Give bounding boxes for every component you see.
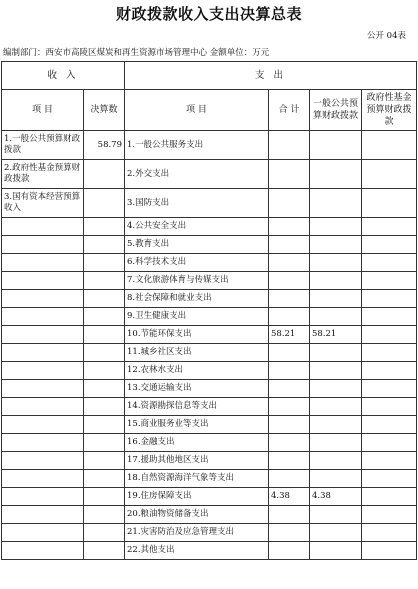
- expense-general-cell: [310, 189, 362, 218]
- income-value-cell: [84, 218, 125, 236]
- table-row: [2, 326, 417, 344]
- expense-item-cell: 4.公共安全支出: [125, 218, 269, 236]
- table-row: [2, 160, 417, 189]
- expense-item-cell: 16.金融支出: [125, 434, 269, 452]
- expense-item-cell: 22.其他支出: [125, 542, 269, 560]
- expense-general-cell: [310, 236, 362, 254]
- income-item-cell: [2, 254, 84, 272]
- expense-fund-cell: [362, 272, 417, 290]
- income-value-cell: [84, 272, 125, 290]
- expense-fund-cell: [362, 398, 417, 416]
- expense-fund-cell: [362, 452, 417, 470]
- expense-fund-cell: [362, 344, 417, 362]
- income-item-cell: [2, 524, 84, 542]
- expense-total-cell: [269, 344, 310, 362]
- income-item-cell: [2, 236, 84, 254]
- expense-general-cell: [310, 218, 362, 236]
- income-value-cell: [84, 470, 125, 488]
- income-item-cell: [2, 362, 84, 380]
- table-row: [2, 524, 417, 542]
- table-row: [2, 488, 417, 506]
- expense-item-cell: 15.商业服务业等支出: [125, 416, 269, 434]
- income-item-cell: [2, 470, 84, 488]
- income-item-cell: [2, 290, 84, 308]
- income-item-cell: [2, 344, 84, 362]
- income-value-cell: [84, 506, 125, 524]
- page-title: 财政拨款收入支出决算总表: [115, 5, 302, 23]
- table-row: [2, 398, 417, 416]
- income-item-cell: [2, 434, 84, 452]
- expense-fund-cell: [362, 308, 417, 326]
- expense-general-cell: [310, 254, 362, 272]
- income-value-cell: [84, 416, 125, 434]
- income-item-header: 项 目: [2, 90, 84, 131]
- expense-item-cell: 10.节能环保支出: [125, 326, 269, 344]
- expense-total-cell: [269, 189, 310, 218]
- income-value-cell: [84, 380, 125, 398]
- expense-total-cell: [269, 272, 310, 290]
- expense-total-cell: [269, 218, 310, 236]
- general-budget-header: 一般公共预算财政拨款: [310, 90, 362, 131]
- expense-total-cell: [269, 254, 310, 272]
- table-row: [2, 380, 417, 398]
- income-value-cell: [84, 189, 125, 218]
- expense-fund-cell: [362, 524, 417, 542]
- expense-general-cell: [310, 160, 362, 189]
- expense-general-cell: [310, 416, 362, 434]
- expense-total-cell: [269, 416, 310, 434]
- expense-fund-cell: [362, 326, 417, 344]
- income-value-cell: [84, 326, 125, 344]
- expense-item-cell: 12.农林水支出: [125, 362, 269, 380]
- expense-total-cell: [269, 160, 310, 189]
- expense-general-cell: [310, 290, 362, 308]
- expense-item-cell: 6.科学技术支出: [125, 254, 269, 272]
- table-row: [2, 189, 417, 218]
- expense-general-cell: [310, 272, 362, 290]
- income-item-cell: 3.国有资本经营预算收入: [2, 189, 84, 218]
- expense-fund-cell: [362, 434, 417, 452]
- income-item-cell: [2, 488, 84, 506]
- expense-item-cell: 21.灾害防治及应急管理支出: [125, 524, 269, 542]
- table-row: [2, 470, 417, 488]
- income-item-cell: [2, 506, 84, 524]
- expense-total-cell: [269, 380, 310, 398]
- table-row: [2, 344, 417, 362]
- expense-total-cell: [269, 434, 310, 452]
- table-row: [2, 131, 417, 160]
- income-item-cell: [2, 326, 84, 344]
- expense-item-cell: 14.资源勘探信息等支出: [125, 398, 269, 416]
- income-value-cell: 58.79: [84, 131, 125, 160]
- expense-total-cell: [269, 506, 310, 524]
- expense-total-cell: [269, 398, 310, 416]
- table-row: [2, 542, 417, 560]
- expense-total-cell: [269, 362, 310, 380]
- expense-item-cell: 20.粮油物资储备支出: [125, 506, 269, 524]
- table-row: [2, 218, 417, 236]
- table-row: [2, 452, 417, 470]
- expense-item-cell: 19.住房保障支出: [125, 488, 269, 506]
- income-value-cell: [84, 160, 125, 189]
- expense-general-cell: [310, 344, 362, 362]
- expense-general-cell: 4.38: [310, 488, 362, 506]
- expense-fund-cell: [362, 131, 417, 160]
- total-header: 合 计: [269, 90, 310, 131]
- expense-item-cell: 5.教育支出: [125, 236, 269, 254]
- expense-fund-cell: [362, 542, 417, 560]
- expense-fund-cell: [362, 416, 417, 434]
- income-value-cell: [84, 488, 125, 506]
- income-value-cell: [84, 542, 125, 560]
- expense-total-cell: [269, 524, 310, 542]
- expense-item-header: 项 目: [125, 90, 269, 131]
- header-row-columns: [2, 90, 417, 131]
- income-item-cell: [2, 380, 84, 398]
- header-row-group: [2, 62, 417, 90]
- income-item-cell: 2.政府性基金预算财政拨款: [2, 160, 84, 189]
- expense-total-cell: [269, 452, 310, 470]
- expense-total-cell: [269, 470, 310, 488]
- expense-item-cell: 2.外交支出: [125, 160, 269, 189]
- income-value-cell: [84, 344, 125, 362]
- expense-general-cell: [310, 506, 362, 524]
- income-header: 收 入: [2, 62, 125, 90]
- expense-fund-cell: [362, 218, 417, 236]
- income-value-cell: [84, 524, 125, 542]
- expense-item-cell: 8.社会保障和就业支出: [125, 290, 269, 308]
- expense-fund-cell: [362, 160, 417, 189]
- expense-general-cell: [310, 452, 362, 470]
- table-code: 公开 04表: [366, 31, 406, 41]
- table-row: [2, 272, 417, 290]
- expense-item-cell: 11.城乡社区支出: [125, 344, 269, 362]
- expense-item-cell: 3.国防支出: [125, 189, 269, 218]
- income-value-cell: [84, 398, 125, 416]
- expense-fund-cell: [362, 189, 417, 218]
- expense-header: 支 出: [125, 62, 417, 90]
- expense-fund-cell: [362, 290, 417, 308]
- expense-fund-cell: [362, 506, 417, 524]
- final-amount-header: 决算数: [84, 90, 125, 131]
- expense-total-cell: 4.38: [269, 488, 310, 506]
- income-item-cell: [2, 542, 84, 560]
- expense-total-cell: 58.21: [269, 326, 310, 344]
- expense-fund-cell: [362, 470, 417, 488]
- expense-fund-cell: [362, 488, 417, 506]
- expense-general-cell: 58.21: [310, 326, 362, 344]
- expense-fund-cell: [362, 254, 417, 272]
- table-row: [2, 308, 417, 326]
- budget-table: [1, 61, 417, 560]
- expense-fund-cell: [362, 236, 417, 254]
- table-row: [2, 236, 417, 254]
- table-meta: 编制部门：西安市高陵区煤炭和再生资源市场管理中心 金额单位：万元: [3, 48, 270, 58]
- expense-fund-cell: [362, 362, 417, 380]
- expense-item-cell: 17.援助其他地区支出: [125, 452, 269, 470]
- expense-total-cell: [269, 290, 310, 308]
- income-item-cell: [2, 398, 84, 416]
- expense-general-cell: [310, 542, 362, 560]
- table-row: [2, 416, 417, 434]
- expense-item-cell: 9.卫生健康支出: [125, 308, 269, 326]
- expense-general-cell: [310, 308, 362, 326]
- income-item-cell: [2, 272, 84, 290]
- expense-total-cell: [269, 236, 310, 254]
- table-row: [2, 506, 417, 524]
- income-item-cell: 1.一般公共预算财政拨款: [2, 131, 84, 160]
- expense-total-cell: [269, 542, 310, 560]
- expense-general-cell: [310, 524, 362, 542]
- income-value-cell: [84, 308, 125, 326]
- expense-item-cell: 7.文化旅游体育与传媒支出: [125, 272, 269, 290]
- expense-general-cell: [310, 380, 362, 398]
- expense-general-cell: [310, 362, 362, 380]
- income-value-cell: [84, 434, 125, 452]
- expense-fund-cell: [362, 380, 417, 398]
- expense-item-cell: 1.一般公共服务支出: [125, 131, 269, 160]
- expense-item-cell: 13.交通运输支出: [125, 380, 269, 398]
- income-item-cell: [2, 452, 84, 470]
- expense-general-cell: [310, 470, 362, 488]
- table-row: [2, 254, 417, 272]
- table-row: [2, 290, 417, 308]
- gov-fund-header: 政府性基金预算财政拨款: [362, 90, 417, 131]
- table-row: [2, 362, 417, 380]
- income-value-cell: [84, 362, 125, 380]
- expense-general-cell: [310, 131, 362, 160]
- income-value-cell: [84, 290, 125, 308]
- income-item-cell: [2, 416, 84, 434]
- expense-total-cell: [269, 131, 310, 160]
- expense-total-cell: [269, 308, 310, 326]
- income-value-cell: [84, 236, 125, 254]
- expense-item-cell: 18.自然资源海洋气象等支出: [125, 470, 269, 488]
- expense-general-cell: [310, 398, 362, 416]
- table-row: [2, 434, 417, 452]
- income-item-cell: [2, 308, 84, 326]
- expense-general-cell: [310, 434, 362, 452]
- income-item-cell: [2, 218, 84, 236]
- income-value-cell: [84, 254, 125, 272]
- income-value-cell: [84, 452, 125, 470]
